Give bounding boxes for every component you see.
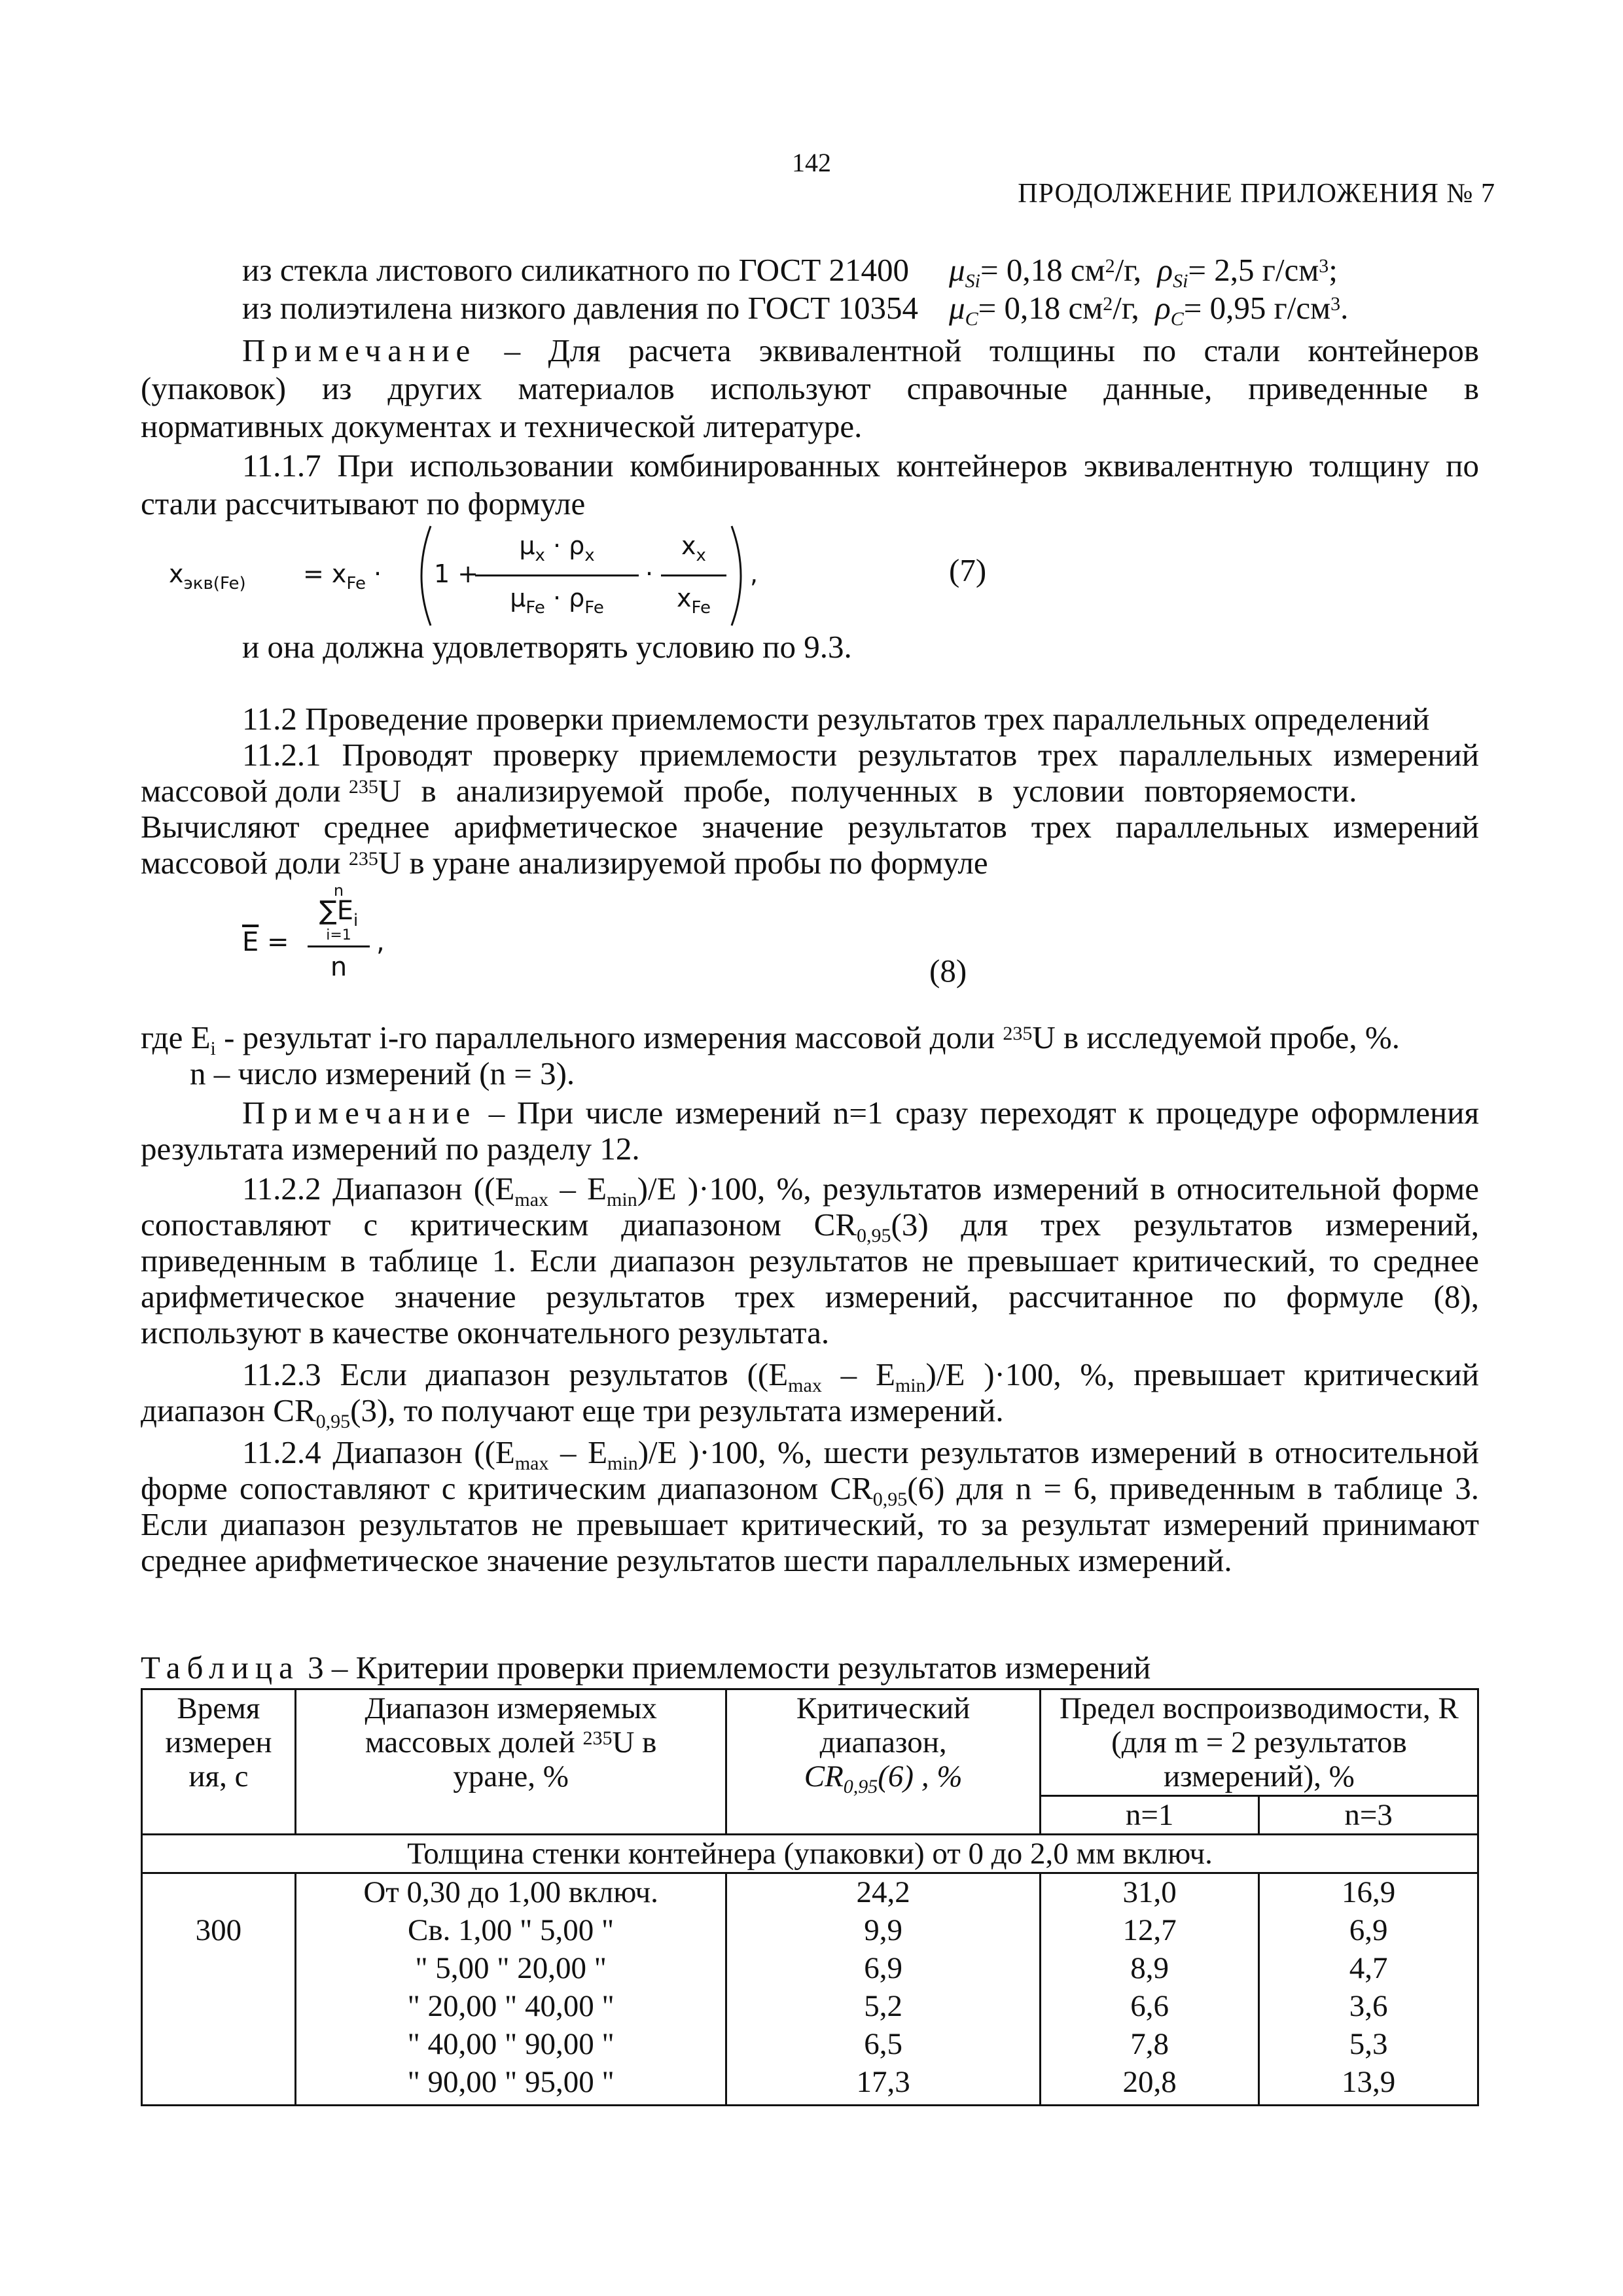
material-coeffs-polyethylene bbox=[949, 289, 1348, 332]
n3-column bbox=[1259, 1873, 1478, 2106]
n3-value: 13,9 bbox=[1342, 2065, 1396, 2099]
mu-value: = 0,18 см bbox=[978, 290, 1103, 326]
text: массовой доли bbox=[141, 773, 341, 809]
formula7-tail: , bbox=[750, 559, 758, 588]
header-line: диапазон, bbox=[819, 1725, 947, 1759]
text: массовой доли bbox=[141, 845, 341, 881]
note1-line2: (упаковок) из других материалов используют справочные данные, приведенные в bbox=[141, 370, 1479, 406]
critical-value: 6,5 bbox=[864, 2027, 902, 2061]
text: (6) , % bbox=[878, 1759, 963, 1793]
sum-bottom: i=1 bbox=[326, 927, 351, 944]
rho-symbol: ρ bbox=[1157, 252, 1173, 288]
e-bar bbox=[242, 927, 289, 957]
rho-subscript: Si bbox=[1173, 270, 1188, 292]
critical-value: 24,2 bbox=[856, 1875, 910, 1909]
mu-symbol: μ bbox=[949, 252, 965, 288]
rho-fe: · ρ bbox=[553, 584, 585, 612]
material-coeffs-glass bbox=[949, 251, 1338, 294]
critical-value: 6,9 bbox=[864, 1951, 902, 1985]
rho-symbol: ρ bbox=[1155, 290, 1171, 326]
caption-text: 3 – Критерии проверки приемлемости результатов измерений bbox=[308, 1650, 1151, 1686]
time-cell bbox=[142, 1873, 296, 2106]
p1122-line4: арифметическое значение результатов трех измерений, рассчитанное по формуле (8), bbox=[141, 1279, 1479, 1315]
sub: i bbox=[210, 1038, 216, 1059]
text: U в анализируемой пробе, полученных в условии повторяемости. bbox=[378, 773, 1357, 809]
mu-value: = 0,18 см bbox=[980, 252, 1105, 288]
text: U в bbox=[612, 1725, 657, 1759]
appendix-header: ПРОДОЛЖЕНИЕ ПРИЛОЖЕНИЯ № 7 bbox=[1018, 179, 1495, 209]
n1-value: 20,8 bbox=[1122, 2065, 1177, 2099]
text: )/E )·100, %, превышает критический bbox=[925, 1356, 1480, 1392]
formula7-num2 bbox=[661, 531, 726, 565]
e-mean: $\overline{E}$ bbox=[242, 927, 259, 957]
n1-value: 31,0 bbox=[1122, 1875, 1177, 1909]
page-number: 142 bbox=[792, 148, 831, 177]
range-value: Св. 1,00 " 5,00 " bbox=[408, 1913, 615, 1947]
note-label: Примечание bbox=[242, 332, 477, 368]
formula7-num1 bbox=[475, 531, 639, 565]
p1121-line1: 11.2.1 Проводят проверку приемлемости результатов трех параллельных измерений bbox=[242, 737, 1479, 773]
sub-max: max bbox=[514, 1453, 549, 1474]
text: сопоставляют с критическим диапазоном CR bbox=[141, 1207, 857, 1243]
section-label: Толщина стенки контейнера (упаковки) от 0 до 2,0 мм включ. bbox=[142, 1835, 1478, 1873]
rho-value: = 2,5 г/см bbox=[1188, 252, 1319, 288]
isotope-sup: 235 bbox=[348, 776, 378, 798]
header-line: Критический bbox=[796, 1691, 971, 1725]
material-line-glass bbox=[242, 251, 909, 289]
mu-symbol: μ bbox=[949, 290, 965, 326]
cr-sub: 0,95 bbox=[872, 1489, 908, 1510]
sub-min: min bbox=[895, 1375, 926, 1396]
table-row bbox=[142, 1873, 1478, 2106]
formula-7 bbox=[169, 523, 758, 628]
text: )/E )·100, %, шести результатов измерений в относительной bbox=[637, 1434, 1480, 1470]
header-line: Предел воспроизводимости, R bbox=[1059, 1691, 1459, 1725]
rho-value: = 0,95 г/см bbox=[1183, 290, 1331, 326]
text: диапазон CR bbox=[141, 1392, 316, 1428]
p1122-line5: используют в качестве окончательного результата. bbox=[141, 1315, 830, 1351]
material-text: из полиэтилена низкого давления по ГОСТ 10354 bbox=[242, 290, 918, 326]
text: (3), то получают еще три результата измерений. bbox=[350, 1392, 1004, 1428]
p1121-line4 bbox=[141, 844, 988, 882]
text: (3) для трех результатов измерений, bbox=[891, 1207, 1479, 1243]
equals: = bbox=[267, 927, 289, 957]
rho-fe-sub: Fe bbox=[584, 598, 604, 618]
section-11-2: 11.2 Проведение проверки приемлемости результатов трех параллельных определений bbox=[242, 701, 1430, 737]
material-text: из стекла листового силикатного по ГОСТ 21400 bbox=[242, 252, 909, 288]
cr: CR bbox=[804, 1759, 844, 1793]
formula8-tail: , bbox=[376, 927, 385, 957]
text: 11.2.2 Диапазон ((E bbox=[242, 1171, 515, 1207]
range-column bbox=[295, 1873, 726, 2106]
n3-value: 5,3 bbox=[1349, 2027, 1388, 2061]
x-x-sub: x bbox=[696, 546, 706, 565]
header-line bbox=[300, 1725, 722, 1759]
cr-sub: 0,95 bbox=[857, 1225, 891, 1246]
sum-top: n bbox=[333, 881, 344, 900]
cr-sub: 0,95 bbox=[843, 1776, 878, 1797]
rho-end: ; bbox=[1329, 252, 1338, 288]
header-line: Диапазон измеряемых bbox=[365, 1691, 657, 1725]
text: где E bbox=[141, 1019, 211, 1055]
eq-xfe: = x bbox=[303, 559, 347, 588]
mu-superscript: 2 bbox=[1105, 255, 1115, 277]
lhs-symbol: x bbox=[169, 559, 184, 588]
text: U в исследуемой пробе, %. bbox=[1032, 1019, 1400, 1055]
header-line: ия, с bbox=[188, 1759, 249, 1793]
n1-value: 6,6 bbox=[1130, 1989, 1169, 2023]
rho-x-sub: x bbox=[584, 546, 595, 565]
mu-unit: /г, bbox=[1115, 252, 1142, 288]
note-text: – При числе измерений n=1 сразу переходят к процедуре оформления bbox=[488, 1095, 1479, 1131]
note1-line1 bbox=[242, 332, 1479, 370]
x-fe-sub: Fe bbox=[691, 598, 711, 618]
range-value: " 40,00 " 90,00 " bbox=[407, 2027, 615, 2061]
dot: · bbox=[365, 559, 382, 588]
formula7-den1 bbox=[475, 584, 639, 618]
mu-x: μ bbox=[519, 531, 535, 560]
range-value: " 20,00 " 40,00 " bbox=[407, 1989, 615, 2023]
p1122-line3: приведенным в таблице 1. Если диапазон результатов не превышает критический, то среднее bbox=[141, 1243, 1479, 1279]
p1124-line4: среднее арифметическое значение результатов шести параллельных измерений. bbox=[141, 1542, 1232, 1578]
sub-min: min bbox=[607, 1453, 638, 1474]
condition-line: и она должна удовлетворять условию по 9.3. bbox=[242, 629, 852, 665]
header-line: измерений), % bbox=[1164, 1759, 1355, 1793]
note2-line2: результата измерений по разделу 12. bbox=[141, 1131, 640, 1167]
cr-sub: 0,95 bbox=[315, 1411, 351, 1432]
mu-superscript: 2 bbox=[1103, 293, 1113, 315]
mu-unit: /г, bbox=[1113, 290, 1139, 326]
n3-value: 4,7 bbox=[1349, 1951, 1388, 1985]
table3-caption bbox=[141, 1649, 1150, 1687]
header-critical bbox=[726, 1689, 1040, 1835]
sub-max: max bbox=[788, 1375, 822, 1396]
mu-fe-sub: Fe bbox=[526, 598, 545, 618]
text: форме сопоставляют с критическим диапазоном CR bbox=[141, 1470, 873, 1506]
range-value: " 90,00 " 95,00 " bbox=[407, 2065, 615, 2099]
p1123-line2 bbox=[141, 1392, 1004, 1434]
sub-max: max bbox=[514, 1189, 549, 1210]
text: 11.2.3 Если диапазон результатов ((E bbox=[242, 1356, 789, 1392]
denominator: n bbox=[330, 952, 348, 982]
fraction-bar-2 bbox=[661, 574, 726, 576]
where-line2: n – число измерений (n = 3). bbox=[190, 1055, 575, 1091]
note-text: – Для расчета эквивалентной толщины по стали контейнеров bbox=[504, 332, 1479, 368]
fraction-bar bbox=[308, 945, 370, 947]
text: (6) для n = 6, приведенным в таблице 3. bbox=[907, 1470, 1479, 1506]
n3-value: 3,6 bbox=[1349, 1989, 1388, 2023]
text: U в уране анализируемой пробы по формуле bbox=[378, 845, 988, 881]
header-reproducibility bbox=[1040, 1689, 1478, 1796]
header-line: измерен bbox=[165, 1725, 272, 1759]
formula7-lhs bbox=[169, 559, 246, 593]
note1-line3: нормативных документах и технической литературе. bbox=[141, 408, 863, 444]
table-section-row bbox=[142, 1835, 1478, 1873]
n1-value: 8,9 bbox=[1130, 1951, 1169, 1985]
left-paren bbox=[410, 523, 436, 628]
p1124-line3: Если диапазон результатов не превышает критический, то за результат измерений принимают bbox=[141, 1506, 1479, 1542]
rho-superscript: 3 bbox=[1319, 255, 1329, 277]
range-value: " 5,00 " 20,00 " bbox=[415, 1951, 607, 1985]
formula7-number: (7) bbox=[949, 552, 987, 588]
rho-x: · ρ bbox=[553, 531, 585, 560]
mu-subscript: Si bbox=[965, 270, 980, 292]
critical-value: 5,2 bbox=[864, 1989, 902, 2023]
fraction-bar-1 bbox=[475, 574, 639, 576]
header-n3: n=3 bbox=[1259, 1796, 1478, 1835]
x-x: x bbox=[681, 531, 696, 560]
p1121-line2 bbox=[141, 772, 1479, 810]
header-line: уране, % bbox=[453, 1759, 569, 1793]
note2-line1 bbox=[242, 1094, 1479, 1132]
sum-sub: i bbox=[353, 911, 359, 930]
n1-column bbox=[1040, 1873, 1259, 2106]
caption-label: Таблица bbox=[141, 1650, 300, 1686]
text: 11.2.4 Диапазон ((E bbox=[242, 1434, 515, 1470]
header-time bbox=[142, 1689, 296, 1835]
header-line: Время bbox=[177, 1691, 260, 1725]
text: – E bbox=[840, 1356, 895, 1392]
text: – E bbox=[560, 1171, 607, 1207]
n1-value: 12,7 bbox=[1122, 1913, 1177, 1947]
critical-column bbox=[726, 1873, 1040, 2106]
mu-fe: μ bbox=[510, 584, 526, 612]
formula7-xfe bbox=[303, 559, 382, 593]
dot: · bbox=[645, 559, 654, 588]
mu-subscript: C bbox=[965, 308, 978, 330]
formula7-den2 bbox=[661, 584, 726, 618]
formula-8 bbox=[242, 881, 438, 1011]
right-paren bbox=[726, 523, 753, 628]
isotope-sup: 235 bbox=[1003, 1023, 1033, 1044]
n1-value: 7,8 bbox=[1130, 2027, 1169, 2061]
time-value: 300 bbox=[195, 1913, 242, 1947]
rho-end: . bbox=[1340, 290, 1349, 326]
n3-value: 16,9 bbox=[1342, 1875, 1396, 1909]
text: - результат i-го параллельного измерения массовой доли bbox=[224, 1019, 995, 1055]
n3-value: 6,9 bbox=[1349, 1913, 1388, 1947]
sum bbox=[308, 896, 370, 930]
xfe-sub: Fe bbox=[346, 574, 366, 593]
critical-value: 9,9 bbox=[864, 1913, 902, 1947]
table-header-row bbox=[142, 1689, 1478, 1796]
p1121-line3: Вычисляют среднее арифметическое значение результатов трех параллельных измерений bbox=[141, 809, 1479, 845]
formula8-number: (8) bbox=[929, 953, 967, 989]
table3 bbox=[141, 1688, 1479, 2106]
sub-min: min bbox=[607, 1189, 637, 1210]
note-label: Примечание bbox=[242, 1095, 477, 1131]
material-line-polyethylene bbox=[242, 289, 918, 327]
rho-superscript: 3 bbox=[1330, 293, 1341, 315]
sum-symbol: ∑E bbox=[319, 896, 353, 926]
critical-value: 17,3 bbox=[856, 2065, 910, 2099]
header-range bbox=[295, 1689, 726, 1835]
lhs-sub: экв(Fe) bbox=[183, 574, 246, 593]
isotope-sup: 235 bbox=[348, 848, 378, 870]
text: )/E )·100, %, результатов измерений в относительной форме bbox=[637, 1171, 1479, 1207]
header-n1: n=1 bbox=[1040, 1796, 1259, 1835]
rho-subscript: C bbox=[1170, 308, 1184, 330]
p1117-line2: стали рассчитывают по формуле bbox=[141, 486, 586, 521]
text: массовых долей bbox=[365, 1725, 575, 1759]
x-fe: x bbox=[676, 584, 692, 612]
header-line: (для m = 2 результатов bbox=[1111, 1725, 1407, 1759]
mu-x-sub: x bbox=[535, 546, 545, 565]
header-line bbox=[731, 1759, 1035, 1797]
isotope-sup: 235 bbox=[582, 1727, 613, 1749]
p1117-line1: 11.1.7 При использовании комбинированных контейнеров эквивалентную толщину по bbox=[242, 448, 1479, 484]
range-value: От 0,30 до 1,00 включ. bbox=[363, 1875, 658, 1909]
formula7-one: 1 + bbox=[434, 559, 479, 588]
text: – E bbox=[560, 1434, 608, 1470]
